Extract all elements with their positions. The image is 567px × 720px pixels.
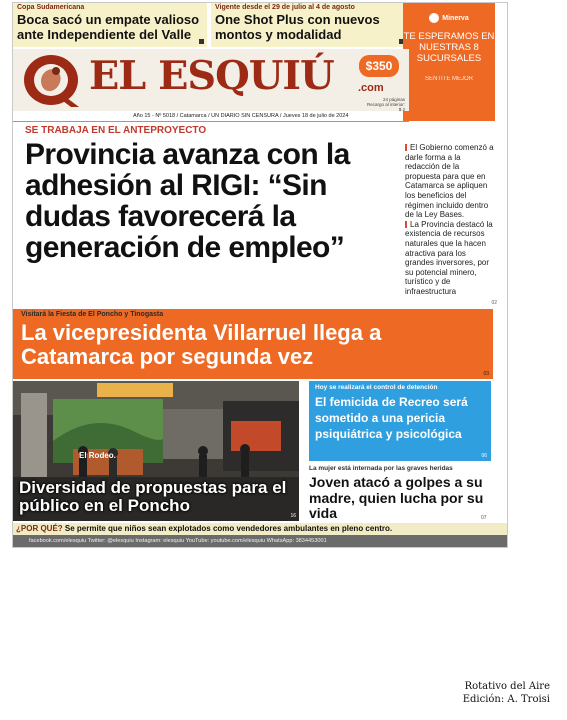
newspaper-name: EL ESQUIÚ bbox=[89, 53, 334, 99]
newspaper-domain: .com bbox=[358, 82, 384, 94]
blue-kicker: Hoy se realizará el control de detención bbox=[315, 384, 438, 391]
bullet-icon bbox=[405, 144, 407, 151]
teaser-one-shot[interactable] bbox=[211, 3, 407, 47]
minerva-ad[interactable] bbox=[403, 3, 495, 121]
ad-line-1: TE ESPERAMOS EN NUESTRAS 8 SUCURSALES bbox=[403, 31, 495, 64]
summary-paragraph-2: La Provincia destacó la existencia de recursos naturales que la hacen atractiva para los grandes inversores, por su potencial minero, turístico y de infraestructura bbox=[405, 219, 493, 296]
banner-headline: La vicepresidenta Villarruel llega a Catamarca por segunda vez bbox=[21, 320, 382, 369]
teaser-headline: One Shot Plus con nuevos montos y modalidad bbox=[215, 12, 380, 42]
page-ref: 03 bbox=[483, 371, 489, 377]
minerva-logo-icon bbox=[429, 13, 439, 23]
blue-headline: El femicida de Recreo será sometido a una pericia psiquiátrica y psicológica bbox=[315, 395, 468, 441]
social-links-bar[interactable]: facebook.com/elesquiu Twitter: @elesquiu Instagram: elesquiu YouTube: youtube.com/elesquiu WhatsApp: 3834453001 bbox=[13, 535, 507, 547]
page-count: 24 páginas Recargo al interior: $ 2 bbox=[366, 97, 405, 112]
page-ref: 06 bbox=[481, 453, 487, 459]
q-logo-icon bbox=[19, 51, 87, 109]
por-que-text: Se permite que niños sean explotados como vendedores ambulantes en pleno centro. bbox=[64, 524, 393, 533]
edition-info: Año 15 - Nº 5018 / Catamarca / UN DIARIO SIN CENSURA / Jueves 18 de julio de 2024 bbox=[133, 113, 349, 119]
bullet-icon bbox=[405, 221, 407, 228]
banner-kicker: Visitará la Fiesta de El Poncho y Tinogasta bbox=[21, 311, 164, 318]
photo-caption: Diversidad de propuestas para el público en el Poncho bbox=[19, 478, 287, 515]
page-marker bbox=[199, 39, 204, 44]
credit-line-2: Edición: A. Troisi bbox=[462, 694, 550, 705]
masthead[interactable] bbox=[13, 49, 409, 111]
page-ref: 02 bbox=[491, 299, 497, 306]
ad-logo bbox=[403, 13, 495, 23]
main-kicker: SE TRABAJA EN EL ANTEPROYECTO bbox=[25, 125, 207, 136]
ad-brand: Minerva bbox=[442, 14, 469, 22]
recreo-story[interactable] bbox=[309, 381, 491, 461]
credit-line-1: Rotativo del Aire bbox=[464, 681, 550, 692]
teaser-kicker: Vigente desde el 29 de julio al 4 de agosto bbox=[215, 4, 355, 11]
credits bbox=[420, 680, 550, 706]
page-ref: 16 bbox=[290, 513, 296, 519]
teaser-headline: Boca sacó un empate valioso ante Independiente del Valle bbox=[17, 12, 200, 42]
main-summary bbox=[405, 143, 497, 308]
villarruel-banner[interactable] bbox=[13, 309, 493, 379]
teaser-kicker: Copa Sudamericana bbox=[17, 4, 85, 11]
por-que-bar bbox=[13, 523, 507, 535]
main-headline[interactable]: Provincia avanza con la adhesión al RIGI: “Sin dudas favorecerá la generación de empleo” bbox=[25, 138, 350, 264]
divider bbox=[13, 121, 409, 122]
stand-sign: El Rodeo. bbox=[79, 451, 116, 460]
joven-headline[interactable]: Joven atacó a golpes a su madre, quien lucha por su vida bbox=[309, 474, 484, 521]
por-que-label: ¿POR QUÉ? bbox=[16, 524, 63, 533]
newspaper-front-page bbox=[12, 2, 508, 548]
ad-line-2: SENTITE MEJOR bbox=[424, 76, 473, 82]
teaser-boca[interactable] bbox=[13, 3, 207, 47]
price-badge: $350 bbox=[359, 55, 399, 77]
joven-kicker: La mujer está internada por las graves heridas bbox=[309, 465, 453, 472]
summary-paragraph-1: El Gobierno comenzó a darle forma a la redacción de la propuesta para que en Catamarca se apliquen los beneficios del régimen incluido dentro de la Ley Bases. bbox=[405, 143, 494, 220]
page-ref: 07 bbox=[481, 515, 487, 521]
poncho-photo[interactable] bbox=[13, 381, 299, 521]
